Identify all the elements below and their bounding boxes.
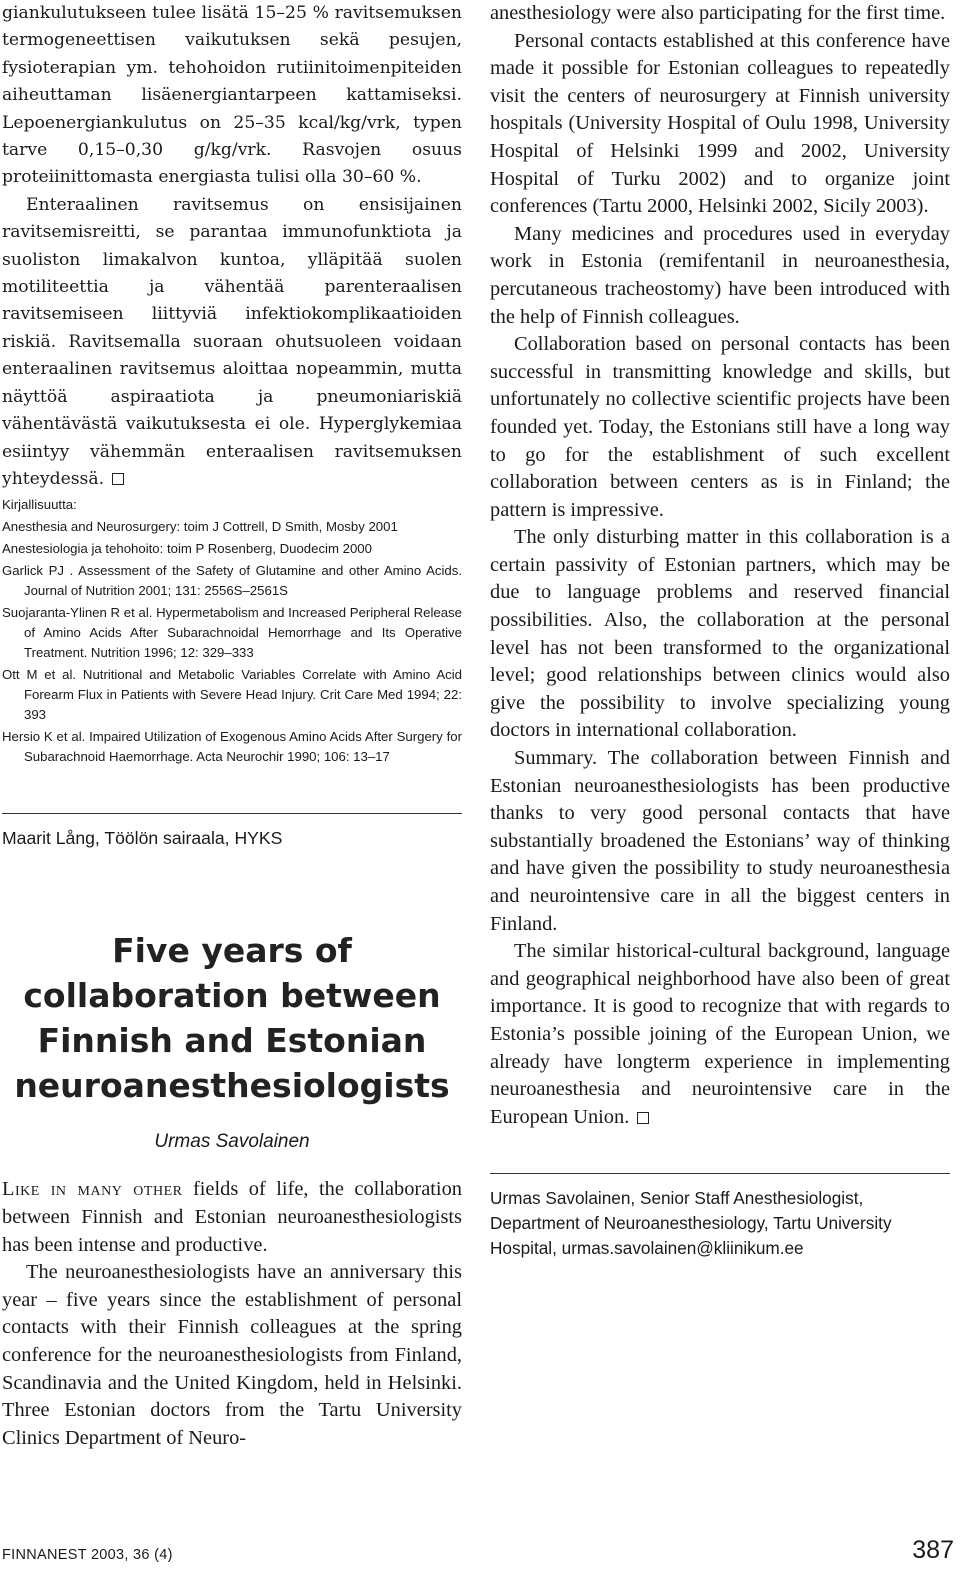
left-column xyxy=(2,0,462,1452)
reference-item: Anesthesia and Neurosurgery: toim J Cottrell, D Smith, Mosby 2001 xyxy=(2,519,398,535)
english-paragraph-4: Personal contacts established at this conference have made it possible for Estonian colleagues to repeatedly visit the centers of neurosurgery at Finnish university hospitals (University Hospital of Oulu 1998, University Hospital of Helsinki 1999 and 2002, University Hospital of Turku 2002) and to organize joint conferences (Tartu 2000, Helsinki 2002, Sicily 2003). xyxy=(490,29,950,218)
end-of-article-icon xyxy=(112,473,124,485)
article-byline: Urmas Savolainen xyxy=(154,1131,310,1153)
article-title: Five years of collaboration between Finnish and Estonian neuroanesthesiologists xyxy=(14,931,450,1106)
references-heading: Kirjallisuutta: xyxy=(2,497,77,513)
english-paragraph-9 xyxy=(490,938,950,1131)
english-paragraph-1-text: fields of life, the collaboration between Finnish and Estonian neuroanesthesiologists has been intense and productive. xyxy=(2,1178,462,1256)
english-paragraph-9-text: The similar historical-cultural background, language and geographical neighborhood have also been of great importance. It is good to recognize that with regards to Estonia’s possible joining of the European Union, we already have longterm experience in implementing neuroanesthesia and neurointensive care in the European Union. xyxy=(490,940,950,1128)
reference-item: Ott M et al. Nutritional and Metabolic Variables Correlate with Amino Acid Forearm Flux in Patients with Severe Head Injury. Crit Care Med 1994; 22: 393 xyxy=(2,667,462,723)
reference-list xyxy=(2,517,462,767)
author-divider xyxy=(2,813,462,814)
reference-item: Suojaranta-Ylinen R et al. Hypermetabolism and Increased Peripheral Release of Amino Acids After Subarachnoidal Hemorrhage and Its Operative Treatment. Nutrition 1996; 12: 329–333 xyxy=(2,605,462,661)
reference-item: Anestesiologia ja tehohoito: toim P Rosenberg, Duodecim 2000 xyxy=(2,541,372,557)
english-paragraph-5: Many medicines and procedures used in everyday work in Estonia (remifentanil in neuroanesthesia, percutaneous tracheostomy) have been introduced with the help of Finnish colleagues. xyxy=(490,222,950,328)
author-divider xyxy=(490,1173,950,1174)
english-paragraph-3: anesthesiology were also participating for the first time. xyxy=(490,2,946,24)
english-paragraph-2: The neuroanesthesiologists have an anniversary this year – five years since the establishment of personal contacts with their Finnish colleagues at the spring conference for the neuroanesthesiologists from Finland, Scandinavia and the United Kingdom, held in Helsinki. Three Estonian doctors from the Tartu University Clinics Department of Neuro- xyxy=(2,1261,462,1449)
english-paragraph-8: Summary. The collaboration between Finnish and Estonian neuroanesthesiologists has been productive thanks to very good personal contacts that have substantially broadened the Estonians’ way of thinking and have given the possibility to study neuroanesthesia and neurointensive care in all the biggest centers in Finland. xyxy=(490,747,950,935)
english-paragraph-6: Collaboration based on personal contacts has been successful in transmitting knowledge and skills, but unfortunately no collective scientific projects have been founded yet. Today, the Estonians still have a long way to go for the establishment of such excellent collaboration between centers as is in Finland; the pattern is impressive. xyxy=(490,333,950,521)
reference-item: Hersio K et al. Impaired Utilization of Exogenous Amino Acids After Surgery for Subarachnoid Haemorrhage. Acta Neurochir 1990; 106: 13–17 xyxy=(2,729,462,765)
finnish-paragraph-1: giankulutukseen tulee lisätä 15–25 % ravitsemuksen termogeneettisen vaikutuksen sekä pesujen, fysioterapian ym. tehohoidon rutiinitoimenpiteiden aiheuttaman lisäenergiantarpeen kattamiseksi. Lepoenergiankulutus on 25–35 kcal/kg/vrk, typen tarve 0,15–0,30 g/kg/vrk. Rasvojen osuus proteiinittomasta energiasta tulisi olla 30–60 %. xyxy=(2,3,462,188)
english-paragraph-1 xyxy=(2,1176,462,1259)
finnish-paragraph-2 xyxy=(2,192,462,493)
right-column xyxy=(490,0,950,1261)
english-article-author: Urmas Savolainen, Senior Staff Anesthesiologist, Department of Neuroanesthesiology, Tartu University Hospital, urmas.savolainen@kliinikum.ee xyxy=(490,1188,892,1259)
journal-footer: FINNANEST 2003, 36 (4) xyxy=(2,1547,173,1563)
finnish-article-author: Maarit Lång, Töölön sairaala, HYKS xyxy=(2,828,283,849)
end-of-article-icon xyxy=(637,1112,649,1124)
reference-item: Garlick PJ . Assessment of the Safety of Glutamine and other Amino Acids. Journal of Nutrition 2001; 131: 2556S–2561S xyxy=(2,563,462,599)
english-paragraph-7: The only disturbing matter in this collaboration is a certain passivity of Estonian partners, which may be due to language problems and reserved financial possibilities. Also, the collaboration at the personal level has not been transformed to the organizational level; good relationships between clinics would also give the possibility to involve specializing young doctors in international collaboration. xyxy=(490,526,950,742)
lead-in-small-caps: Like in many other xyxy=(2,1178,183,1201)
page-number: 387 xyxy=(912,1536,954,1564)
finnish-paragraph-2-text: Enteraalinen ravitsemus on ensisijainen ravitsemisreitti, se parantaa immunofunktiota ja suoliston limakalvon kuntoa, ylläpitää suolen motiliteettia ja vähentää parenteraalisen ravitsemiseen liittyviä infektiokomplikaatioiden riskiä. Ravitsemalla suoraan ohutsuoleen voidaan enteraalinen ravitsemus aloittaa nopeammin, mutta näyttöä aspiraatiota ja pneumoniariskiä vähentävästä vaikutuksesta ei ole. Hyperglykemiaa esiintyy vähemmän enteraalisen ravitsemuksen yhteydessä. xyxy=(2,194,462,489)
